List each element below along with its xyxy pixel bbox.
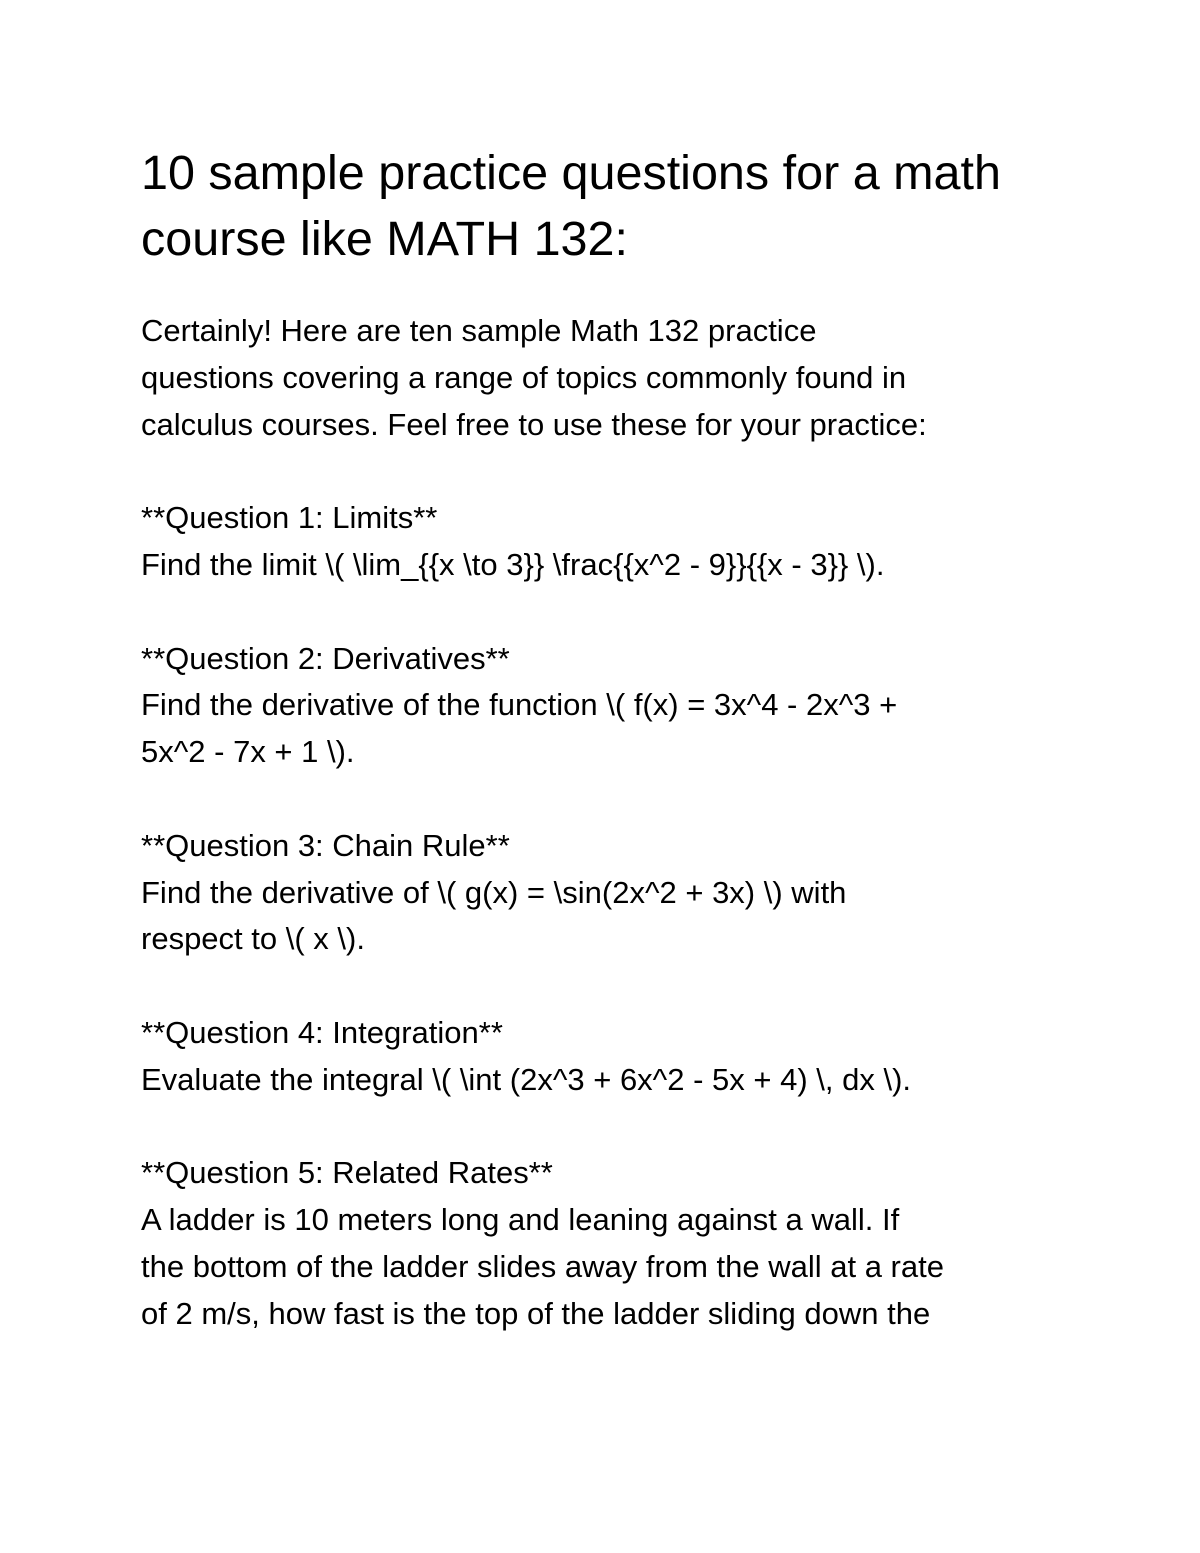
question-2	[141, 636, 1101, 776]
question-4-heading: **Question 4: Integration**	[141, 1014, 503, 1050]
title-line-2: course like MATH 132:	[141, 212, 628, 266]
question-4-line-1: Evaluate the integral \( \int (2x^3 + 6x^2 - 5x + 4) \, dx \).	[141, 1061, 912, 1097]
question-1	[141, 495, 1101, 589]
question-3	[141, 823, 1101, 963]
question-3-line-2: respect to \( x \).	[141, 921, 365, 957]
question-1-line-1: Find the limit \( \lim_{{x \to 3}} \frac{{x^2 - 9}}{{x - 3}} \).	[141, 546, 885, 582]
paragraph-spacer	[141, 776, 1101, 823]
paragraph-spacer	[141, 963, 1101, 1010]
question-4	[141, 1010, 1101, 1104]
question-3-line-1: Find the derivative of \( g(x) = \sin(2x^2 + 3x) \) with	[141, 874, 847, 910]
document-title	[141, 140, 1101, 272]
question-5-line-1: A ladder is 10 meters long and leaning against a wall. If	[141, 1202, 900, 1238]
question-2-heading: **Question 2: Derivatives**	[141, 640, 510, 676]
question-3-heading: **Question 3: Chain Rule**	[141, 827, 510, 863]
question-5-line-2: the bottom of the ladder slides away from the wall at a rate	[141, 1248, 944, 1284]
paragraph-spacer	[141, 448, 1101, 495]
title-line-1: 10 sample practice questions for a math	[141, 146, 1001, 200]
document-body	[141, 308, 1101, 1338]
question-2-line-1: Find the derivative of the function \( f(x) = 3x^4 - 2x^3 +	[141, 687, 898, 723]
intro-line-2: questions covering a range of topics commonly found in	[141, 359, 907, 395]
question-5-line-3: of 2 m/s, how fast is the top of the ladder sliding down the	[141, 1295, 931, 1331]
question-2-line-2: 5x^2 - 7x + 1 \).	[141, 734, 355, 770]
paragraph-spacer	[141, 1104, 1101, 1151]
intro-paragraph	[141, 308, 1101, 448]
intro-line-3: calculus courses. Feel free to use these for your practice:	[141, 406, 927, 442]
intro-line-1: Certainly! Here are ten sample Math 132 practice	[141, 313, 817, 348]
question-5	[141, 1150, 1101, 1337]
question-1-heading: **Question 1: Limits**	[141, 500, 438, 536]
paragraph-spacer	[141, 589, 1101, 636]
question-5-heading: **Question 5: Related Rates**	[141, 1155, 553, 1191]
